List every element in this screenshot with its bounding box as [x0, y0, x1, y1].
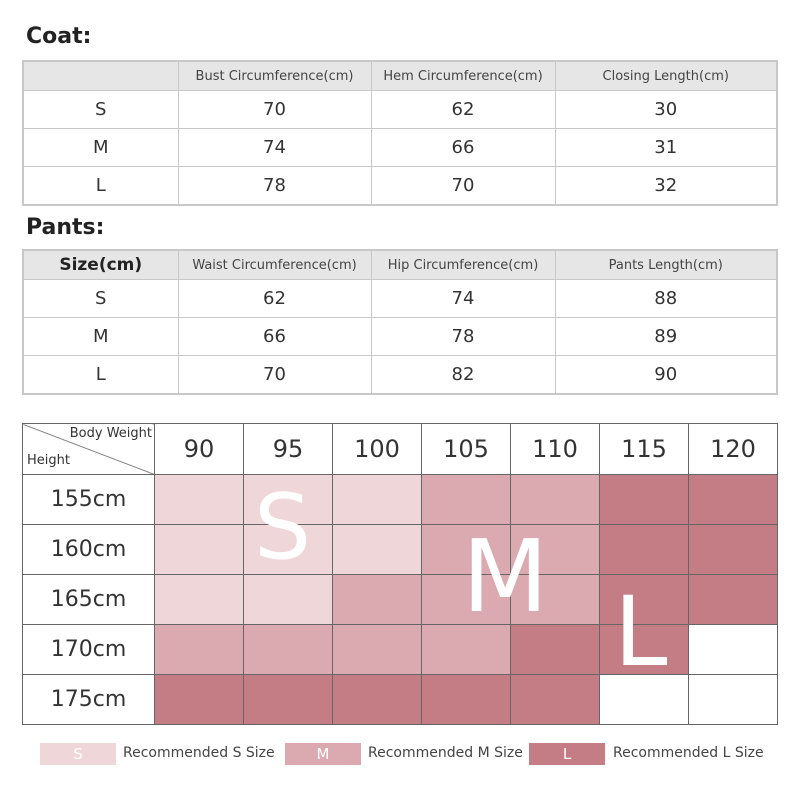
size-cell-l [600, 475, 689, 525]
legend-swatch-s: S [40, 743, 116, 765]
size-label: L [23, 167, 178, 206]
height-header: 165cm [23, 575, 155, 625]
table-cell: 70 [178, 356, 371, 395]
size-cell-w [689, 625, 778, 675]
table-cell: 62 [371, 91, 555, 129]
size-cell-s [244, 575, 333, 625]
size-cell-l [600, 525, 689, 575]
size-label: M [23, 318, 178, 356]
size-cell-m [422, 475, 511, 525]
size-cell-l [155, 675, 244, 725]
size-cell-s [155, 475, 244, 525]
table-cell: 70 [178, 91, 371, 129]
table-header-cell: Size(cm) [23, 250, 178, 280]
size-label: S [23, 91, 178, 129]
table-header-row [23, 61, 777, 91]
table-cell: 90 [555, 356, 777, 395]
table-header-cell: Bust Circumference(cm) [178, 61, 371, 91]
table-row [23, 167, 777, 206]
size-cell-m [244, 625, 333, 675]
size-label: L [23, 356, 178, 395]
table-cell: 74 [371, 280, 555, 318]
table-header-cell [23, 61, 178, 91]
table-cell: 66 [371, 129, 555, 167]
table-cell: 30 [555, 91, 777, 129]
size-cell-l [422, 675, 511, 725]
big-letter-s: S [254, 475, 312, 580]
weight-header: 100 [333, 424, 422, 475]
weight-header: 105 [422, 424, 511, 475]
size-cell-l [244, 675, 333, 725]
body-weight-label: Body Weight [69, 426, 152, 441]
table-row [23, 129, 777, 167]
size-cell-m [333, 625, 422, 675]
weight-header: 120 [689, 424, 778, 475]
height-header: 155cm [23, 475, 155, 525]
legend-label-m: Recommended M Size [368, 745, 523, 761]
table-header-cell: Hip Circumference(cm) [371, 250, 555, 280]
table-row [23, 280, 777, 318]
table-cell: 82 [371, 356, 555, 395]
size-cell-l [511, 675, 600, 725]
table-header-cell: Closing Length(cm) [555, 61, 777, 91]
size-cell-s [333, 475, 422, 525]
table-cell: 31 [555, 129, 777, 167]
table-row [23, 91, 777, 129]
height-label: Height [27, 453, 70, 468]
coat-title: Coat: [26, 24, 92, 49]
table-row [23, 318, 777, 356]
size-legend [40, 743, 780, 765]
size-cell-s [333, 525, 422, 575]
table-header-cell: Waist Circumference(cm) [178, 250, 371, 280]
table-header-cell: Pants Length(cm) [555, 250, 777, 280]
pants-size-table [22, 249, 778, 395]
height-header: 170cm [23, 625, 155, 675]
size-cell-m [511, 475, 600, 525]
grid-row [23, 525, 778, 575]
size-cell-l [689, 525, 778, 575]
grid-header-row [23, 424, 778, 475]
size-cell-w [689, 675, 778, 725]
table-cell: 78 [371, 318, 555, 356]
size-cell-l [689, 475, 778, 525]
big-letter-l: L [614, 576, 668, 688]
size-cell-m [155, 625, 244, 675]
weight-header: 95 [244, 424, 333, 475]
height-header: 160cm [23, 525, 155, 575]
table-header-cell: Hem Circumference(cm) [371, 61, 555, 91]
legend-label-l: Recommended L Size [613, 745, 764, 761]
table-cell: 74 [178, 129, 371, 167]
table-cell: 88 [555, 280, 777, 318]
size-cell-m [333, 575, 422, 625]
legend-swatch-m: M [285, 743, 361, 765]
size-label: M [23, 129, 178, 167]
big-letter-m: M [462, 518, 549, 635]
weight-header: 110 [511, 424, 600, 475]
grid-corner-cell [23, 424, 155, 475]
table-cell: 66 [178, 318, 371, 356]
grid-row [23, 475, 778, 525]
table-header-row [23, 250, 777, 280]
table-cell: 78 [178, 167, 371, 206]
pants-title: Pants: [26, 215, 105, 240]
weight-header: 115 [600, 424, 689, 475]
height-header: 175cm [23, 675, 155, 725]
weight-header: 90 [155, 424, 244, 475]
table-row [23, 356, 777, 395]
size-cell-s [155, 575, 244, 625]
coat-size-table [22, 60, 778, 206]
size-cell-l [333, 675, 422, 725]
table-cell: 62 [178, 280, 371, 318]
legend-swatch-l: L [529, 743, 605, 765]
size-cell-s [155, 525, 244, 575]
table-cell: 32 [555, 167, 777, 206]
table-cell: 70 [371, 167, 555, 206]
table-cell: 89 [555, 318, 777, 356]
size-label: S [23, 280, 178, 318]
size-cell-l [689, 575, 778, 625]
legend-label-s: Recommended S Size [123, 745, 275, 761]
